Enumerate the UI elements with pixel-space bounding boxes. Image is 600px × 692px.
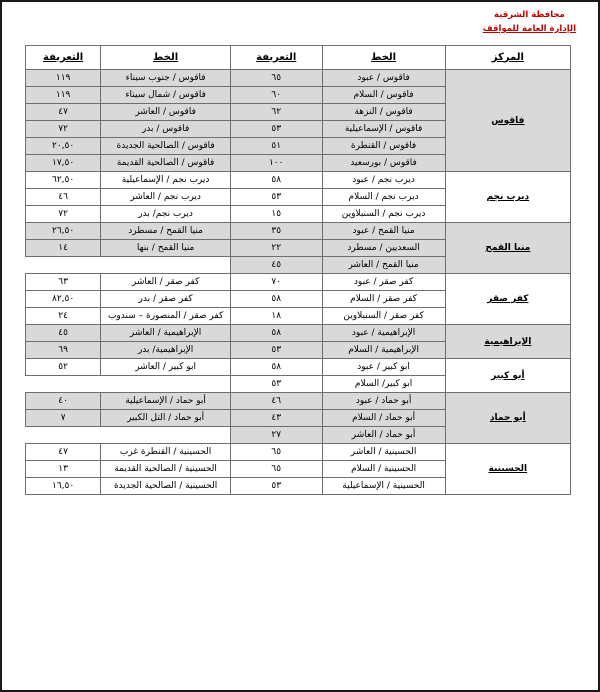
route-cell-b: كفر صقر / عبود <box>322 274 445 291</box>
route-cell-a: كفر صقر / بدر <box>101 291 231 308</box>
route-cell-b: منيا القمح / عبود <box>322 223 445 240</box>
table-row <box>26 393 571 410</box>
route-cell-a: فاقوس / جنوب سيناء <box>101 70 231 87</box>
fare-cell-b: ٦٥ <box>230 444 322 461</box>
route-cell-b: فاقوس / بورسعيد <box>322 155 445 172</box>
route-cell-b: كفر صقر / السنبلاوين <box>322 308 445 325</box>
route-cell-b: السعديين / مسطرد <box>322 240 445 257</box>
letterhead-governorate: محافظة الشرقية <box>494 10 565 20</box>
center-name-cell <box>445 359 570 393</box>
center-name-label: منيا القمح <box>485 243 531 253</box>
fare-cell-a: ٤٧ <box>26 104 101 121</box>
fare-cell-b: ٦٢ <box>230 104 322 121</box>
route-cell-a: ديرب نجم / الإسماعيلية <box>101 172 231 189</box>
route-cell-b: ديرب نجم / السلام <box>322 189 445 206</box>
route-cell-a: كفر صقر / المنصورة – سندوب <box>101 308 231 325</box>
route-cell-a: الحسينية / الصالحية القديمة <box>101 461 231 478</box>
fare-cell-a: ١٧,٥٠ <box>26 155 101 172</box>
table-row <box>26 359 571 376</box>
center-name-cell <box>445 444 570 495</box>
fare-cell-a: ٥٢ <box>26 359 101 376</box>
table-body <box>26 70 571 495</box>
fare-cell-b: ٧٠ <box>230 274 322 291</box>
route-cell-a: الإبراهيمية / العاشر <box>101 325 231 342</box>
fare-cell-a: ٤٦ <box>26 189 101 206</box>
fare-cell-b: ٥٣ <box>230 342 322 359</box>
fare-cell-b: ٢٢ <box>230 240 322 257</box>
route-cell-b: أبو حماد / السلام <box>322 410 445 427</box>
table-row <box>26 172 571 189</box>
table-row <box>26 223 571 240</box>
route-cell-b: أبو حماد / العاشر <box>322 427 445 444</box>
center-name-label: ديرب نجم <box>486 192 530 202</box>
center-name-label: الإبراهيمية <box>484 336 532 347</box>
center-name-cell <box>445 223 570 274</box>
route-cell-a: فاقوس / العاشر <box>101 104 231 121</box>
fare-cell-a: ٦٩ <box>26 342 101 359</box>
route-cell-a: كفر صقر / العاشر <box>101 274 231 291</box>
column-header-line-b: الخط <box>322 46 445 70</box>
table-row <box>26 325 571 342</box>
empty-cell <box>101 427 231 444</box>
route-cell-b: الإبراهيمية / السلام <box>322 342 445 359</box>
fare-cell-a: ٦٢,٥٠ <box>26 172 101 189</box>
route-cell-a: فاقوس / بدر <box>101 121 231 138</box>
route-cell-b: الحسينية / العاشر <box>322 444 445 461</box>
center-name-label: كفر صقر <box>487 294 529 304</box>
fare-cell-a: ٧٢ <box>26 121 101 138</box>
route-cell-a: منيا القمح / بنها <box>101 240 231 257</box>
empty-cell <box>26 376 101 393</box>
fare-cell-b: ١٠٠ <box>230 155 322 172</box>
center-name-label: أبو كبير <box>491 370 525 381</box>
route-cell-a: ديرب نجم / العاشر <box>101 189 231 206</box>
route-cell-a: فاقوس / الصالحية الجديدة <box>101 138 231 155</box>
empty-cell <box>101 257 231 274</box>
center-name-cell <box>445 393 570 444</box>
fare-cell-a: ٨٢,٥٠ <box>26 291 101 308</box>
route-cell-a: ديرب نجم/ بدر <box>101 206 231 223</box>
fare-cell-a: ٢٠,٥٠ <box>26 138 101 155</box>
fare-cell-a: ٧٢ <box>26 206 101 223</box>
fare-cell-a: ٦٣ <box>26 274 101 291</box>
route-cell-b: فاقوس / القنطرة <box>322 138 445 155</box>
route-cell-a: الحسينية / الصالحية الجديدة <box>101 478 231 495</box>
column-header-line-a: الخط <box>101 46 231 70</box>
fare-cell-b: ٥٨ <box>230 172 322 189</box>
route-cell-a: الحسينية / القنطرة غرب <box>101 444 231 461</box>
route-cell-b: الإبراهيمية / عبود <box>322 325 445 342</box>
fare-cell-b: ٥٨ <box>230 359 322 376</box>
table-header-row <box>26 46 571 70</box>
route-cell-b: ابو كبير / عبود <box>322 359 445 376</box>
fare-cell-b: ٦٥ <box>230 461 322 478</box>
center-name-cell <box>445 274 570 325</box>
route-cell-b: فاقوس / عبود <box>322 70 445 87</box>
route-cell-b: أبو حماد / عبود <box>322 393 445 410</box>
fare-cell-b: ٥١ <box>230 138 322 155</box>
document-page <box>2 2 598 690</box>
fare-cell-b: ٥٨ <box>230 325 322 342</box>
route-cell-b: ديرب نجم / عبود <box>322 172 445 189</box>
route-cell-b: فاقوس / النزهة <box>322 104 445 121</box>
column-header-fare-b: التعريفة <box>230 46 322 70</box>
route-cell-a: أبو حماد / الإسماعيلية <box>101 393 231 410</box>
route-cell-a: الإبراهيمية/ بدر <box>101 342 231 359</box>
fare-cell-b: ٥٣ <box>230 189 322 206</box>
fare-cell-b: ٥٨ <box>230 291 322 308</box>
tariff-table <box>25 45 571 495</box>
route-cell-a: أبو حماد / التل الكبير <box>101 410 231 427</box>
route-cell-a: ابو كبير / العاشر <box>101 359 231 376</box>
fare-cell-b: ٥٣ <box>230 478 322 495</box>
table-row <box>26 444 571 461</box>
fare-cell-b: ١٥ <box>230 206 322 223</box>
table-row <box>26 70 571 87</box>
center-name-cell <box>445 172 570 223</box>
fare-cell-a: ٢٤ <box>26 308 101 325</box>
fare-cell-b: ٥٣ <box>230 376 322 393</box>
route-cell-b: ابو كبير/ السلام <box>322 376 445 393</box>
route-cell-b: فاقوس / الإسماعيلية <box>322 121 445 138</box>
route-cell-a: فاقوس / شمال سيناء <box>101 87 231 104</box>
empty-cell <box>26 257 101 274</box>
route-cell-b: الحسينية / السلام <box>322 461 445 478</box>
fare-cell-a: ١٦,٥٠ <box>26 478 101 495</box>
fare-cell-b: ٥٣ <box>230 121 322 138</box>
route-cell-b: فاقوس / السلام <box>322 87 445 104</box>
fare-cell-a: ٤٠ <box>26 393 101 410</box>
fare-cell-b: ٣٥ <box>230 223 322 240</box>
fare-cell-b: ٦٠ <box>230 87 322 104</box>
route-cell-b: ديرب نجم / السنبلاوين <box>322 206 445 223</box>
fare-cell-b: ٤٥ <box>230 257 322 274</box>
center-name-cell <box>445 70 570 172</box>
fare-cell-a: ١١٩ <box>26 87 101 104</box>
tariff-table-container <box>25 45 571 495</box>
column-header-fare-a: التعريفة <box>26 46 101 70</box>
fare-cell-a: ٧ <box>26 410 101 427</box>
fare-cell-b: ١٨ <box>230 308 322 325</box>
route-cell-b: الحسينية / الإسماعيلية <box>322 478 445 495</box>
fare-cell-b: ٤٣ <box>230 410 322 427</box>
fare-cell-a: ١٤ <box>26 240 101 257</box>
center-name-label: أبو حماد <box>489 413 526 423</box>
route-cell-b: منيا القمح / العاشر <box>322 257 445 274</box>
empty-cell <box>26 427 101 444</box>
table-header <box>26 46 571 70</box>
center-name-label: فاقوس <box>491 115 525 126</box>
column-header-center: المركز <box>445 46 570 70</box>
fare-cell-a: ٤٧ <box>26 444 101 461</box>
empty-cell <box>101 376 231 393</box>
route-cell-b: كفر صقر / السلام <box>322 291 445 308</box>
fare-cell-a: ٤٥ <box>26 325 101 342</box>
route-cell-a: منيا القمح / مسطرد <box>101 223 231 240</box>
table-row <box>26 274 571 291</box>
center-name-cell <box>445 325 570 359</box>
fare-cell-a: ١٣ <box>26 461 101 478</box>
fare-cell-b: ٤٦ <box>230 393 322 410</box>
fare-cell-b: ٢٧ <box>230 427 322 444</box>
letterhead <box>483 8 576 36</box>
route-cell-a: فاقوس / الصالحية القديمة <box>101 155 231 172</box>
fare-cell-a: ١١٩ <box>26 70 101 87</box>
fare-cell-b: ٦٥ <box>230 70 322 87</box>
letterhead-department: الإدارة العامة للمواقف <box>482 24 576 34</box>
fare-cell-a: ٢٦,٥٠ <box>26 223 101 240</box>
center-name-label: الحسينية <box>488 464 528 474</box>
